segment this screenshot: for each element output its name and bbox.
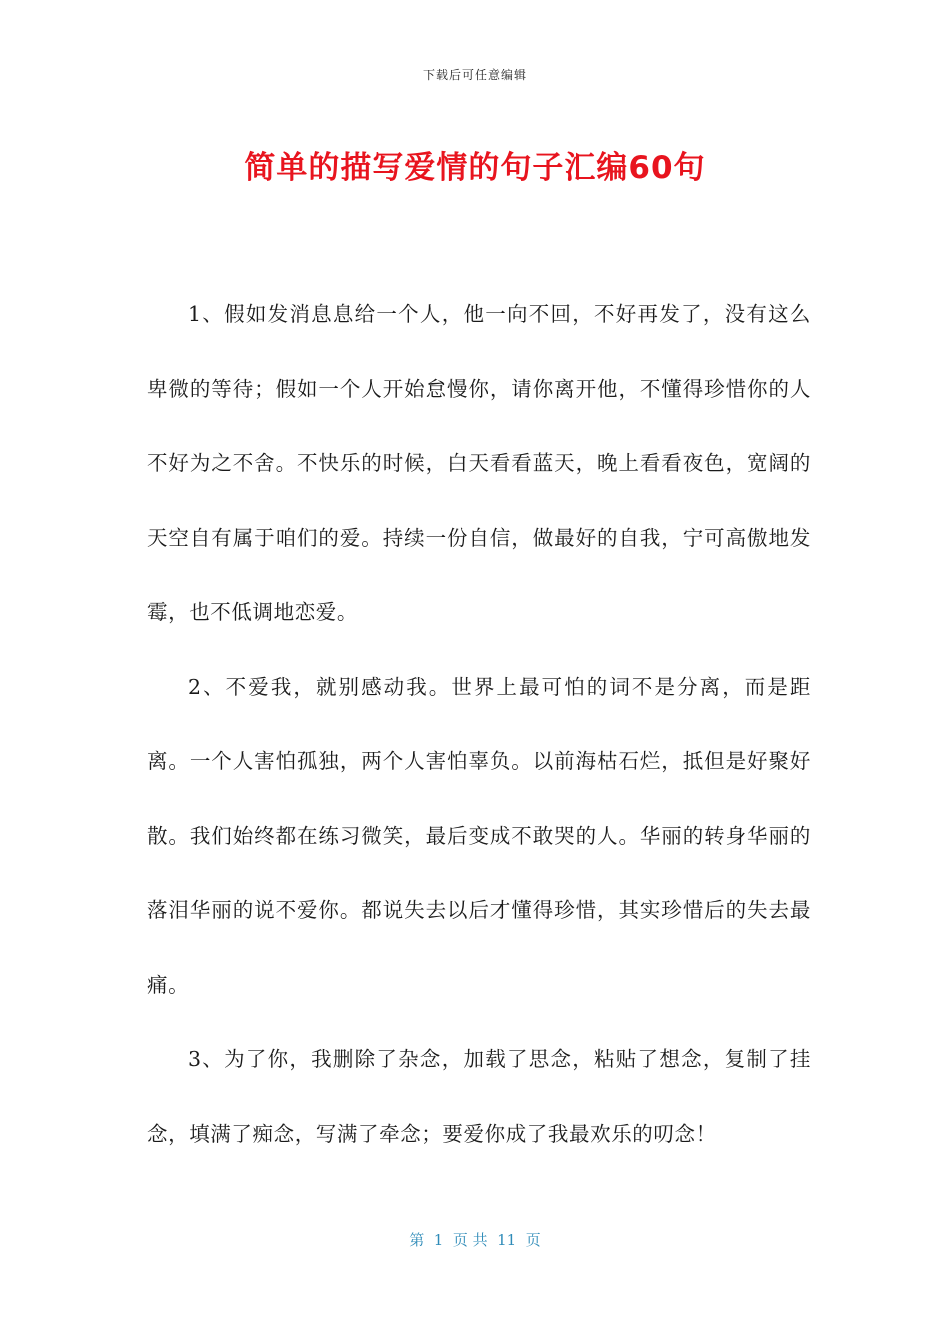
- document-title: 简单的描写爱情的句子汇编60句: [244, 150, 706, 186]
- document-body: [147, 277, 811, 1171]
- paragraph-3: 3、为了你，我删除了杂念，加载了思念，粘贴了想念，复制了挂念，填满了痴念，写满了牵念；要爱你成了我最欢乐的叨念！: [147, 1047, 811, 1146]
- paragraph-2: 2、不爱我，就别感动我。世界上最可怕的词不是分离，而是距离。一个人害怕孤独，两个人害怕辜负。以前海枯石烂，抵但是好聚好散。我们始终都在练习微笑，最后变成不敢哭的人。华丽的转身华丽的落泪华丽的说不爱你。都说失去以后才懂得珍惜，其实珍惜后的失去最痛。: [147, 674, 811, 997]
- paragraph-1: 1、假如发消息息给一个人，他一向不回，不好再发了，没有这么卑微的等待；假如一个人开始怠慢你，请你离开他，不懂得珍惜你的人不好为之不舍。不快乐的时候，白天看看蓝天，晚上看看夜色，宽阔的天空自有属于咱们的爱。持续一份自信，做最好的自我，宁可高傲地发霉，也不低调地恋爱。: [147, 302, 811, 624]
- page-number: 第 1 页 共 11 页: [409, 1231, 541, 1249]
- header-note: 下载后可任意编辑: [422, 68, 527, 82]
